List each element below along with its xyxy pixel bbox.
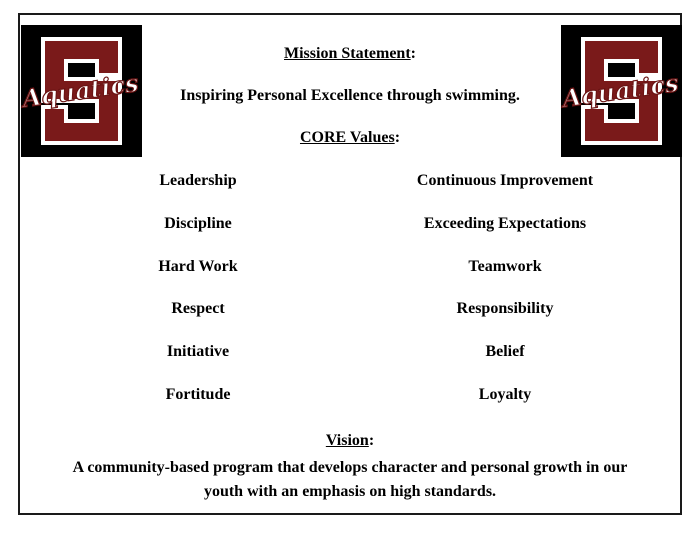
core-values-heading-line: [0, 129, 700, 147]
vision-text: [40, 456, 660, 504]
core-value-left: Fortitude: [165, 386, 231, 403]
core-value-right: Exceeding Expectations: [423, 215, 587, 232]
core-value-right: Continuous Improvement: [416, 172, 594, 189]
mission-heading-line: [0, 45, 700, 63]
core-value-right: Belief: [485, 343, 525, 360]
core-values-heading: CORE Values: [299, 129, 395, 146]
vision-heading-colon: :: [368, 432, 375, 449]
core-value-right: Responsibility: [456, 300, 554, 317]
vision-heading-line: [0, 432, 700, 450]
core-value-left: Initiative: [166, 343, 230, 360]
logo-script-text: Aquatics: [561, 68, 681, 114]
mission-heading-colon: :: [410, 45, 416, 62]
core-value-right: Teamwork: [468, 258, 542, 275]
vision-heading: Vision: [325, 432, 369, 449]
core-value-left: Respect: [171, 300, 225, 317]
core-value-left: Hard Work: [158, 258, 238, 275]
logo-script-text: Aquatics: [21, 68, 141, 114]
vision-text-line-2: youth with an emphasis on high standards.: [203, 483, 497, 500]
core-value-right: Loyalty: [478, 386, 532, 403]
core-values-heading-colon: :: [394, 129, 401, 146]
mission-heading: Mission Statement: [284, 45, 411, 62]
vision-text-line-1: A community-based program that develops character and personal growth in our: [72, 459, 628, 476]
core-value-left: Discipline: [164, 215, 232, 232]
mission-text: Inspiring Personal Excellence through swimming.: [180, 87, 520, 104]
core-value-left: Leadership: [159, 172, 237, 189]
